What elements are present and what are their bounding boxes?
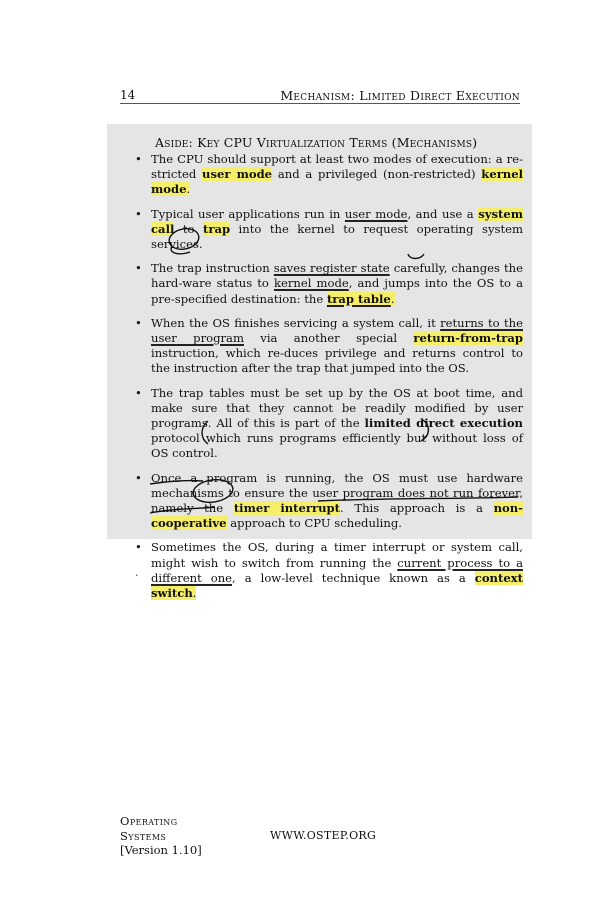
highlight: trap bbox=[202, 221, 231, 236]
bullet-item: • The trap instruction saves register state carefully, changes the hard-ware status to kernel mode, and jumps into the OS to a pre-specified destination: the trap table. bbox=[135, 261, 523, 306]
underline: user mode bbox=[344, 206, 408, 221]
underline: kernel mode bbox=[273, 276, 349, 291]
aside-box bbox=[107, 124, 532, 601]
highlight: user mode bbox=[202, 167, 273, 182]
highlight: timer interrupt bbox=[233, 501, 341, 516]
page-number: 14 bbox=[120, 88, 136, 102]
bullet-item: • The trap tables must be set up by the OS at boot time, and make sure that they cannot be readily modified by user programs. All of this is part of the limited direct execution protocol which runs programs efficiently but without loss of OS control. bbox=[135, 385, 523, 461]
aside-title: Aside: Key CPU Virtualization Terms (Mechanisms) bbox=[155, 135, 478, 150]
stray-mark: . bbox=[135, 566, 139, 579]
bullet-item: • When the OS finishes servicing a system call, it returns to the user program via another special return-from-trap instruction, which re-duces privilege and returns control to the instruction after the trap that jumped into the OS. bbox=[135, 315, 523, 376]
footer-url: WWW.OSTEP.ORG bbox=[270, 829, 377, 842]
aside-bullet-list bbox=[131, 152, 523, 610]
highlight: context switch bbox=[151, 570, 523, 601]
bullet-item: • The CPU should support at least two modes of execution: a re-stricted user mode and a privileged (non-restricted) kernel mode. bbox=[135, 152, 524, 197]
highlight: trap table bbox=[326, 291, 391, 306]
highlight: return-from-trap bbox=[413, 331, 523, 346]
bullet-item: • Sometimes the OS, during a timer interrupt or system call, might wish to switch from running the current process to a different one, a low-level technique known as a context switch. bbox=[135, 540, 523, 601]
highlight: non-cooperative bbox=[151, 501, 523, 531]
underline: saves register state bbox=[273, 261, 390, 276]
underline: returns to the user program bbox=[151, 315, 523, 346]
running-title: Mechanism: Limited Direct Execution bbox=[280, 88, 520, 103]
bullet-item: • Once a program is running, the OS must use hardware mechanisms to ensure the user program does not run forever, namely the timer interrupt. This approach is a non-cooperative approach to CPU scheduling. bbox=[135, 470, 523, 531]
bold-term: limited direct execution bbox=[364, 416, 523, 431]
underline: current process to a different one bbox=[151, 555, 523, 585]
running-header bbox=[120, 86, 520, 104]
footer-version: [Version 1.10] bbox=[120, 843, 202, 857]
highlight: system call bbox=[151, 206, 523, 236]
footer-book-title bbox=[120, 814, 202, 858]
footer-line-2: Systems bbox=[120, 828, 167, 843]
highlight: kernel mode bbox=[151, 167, 524, 197]
footer-line-1: Operating bbox=[120, 814, 178, 828]
bullet-item: • Typical user applications run in user mode, and use a system call to trap into the kernel to request operating system services. bbox=[135, 206, 523, 252]
